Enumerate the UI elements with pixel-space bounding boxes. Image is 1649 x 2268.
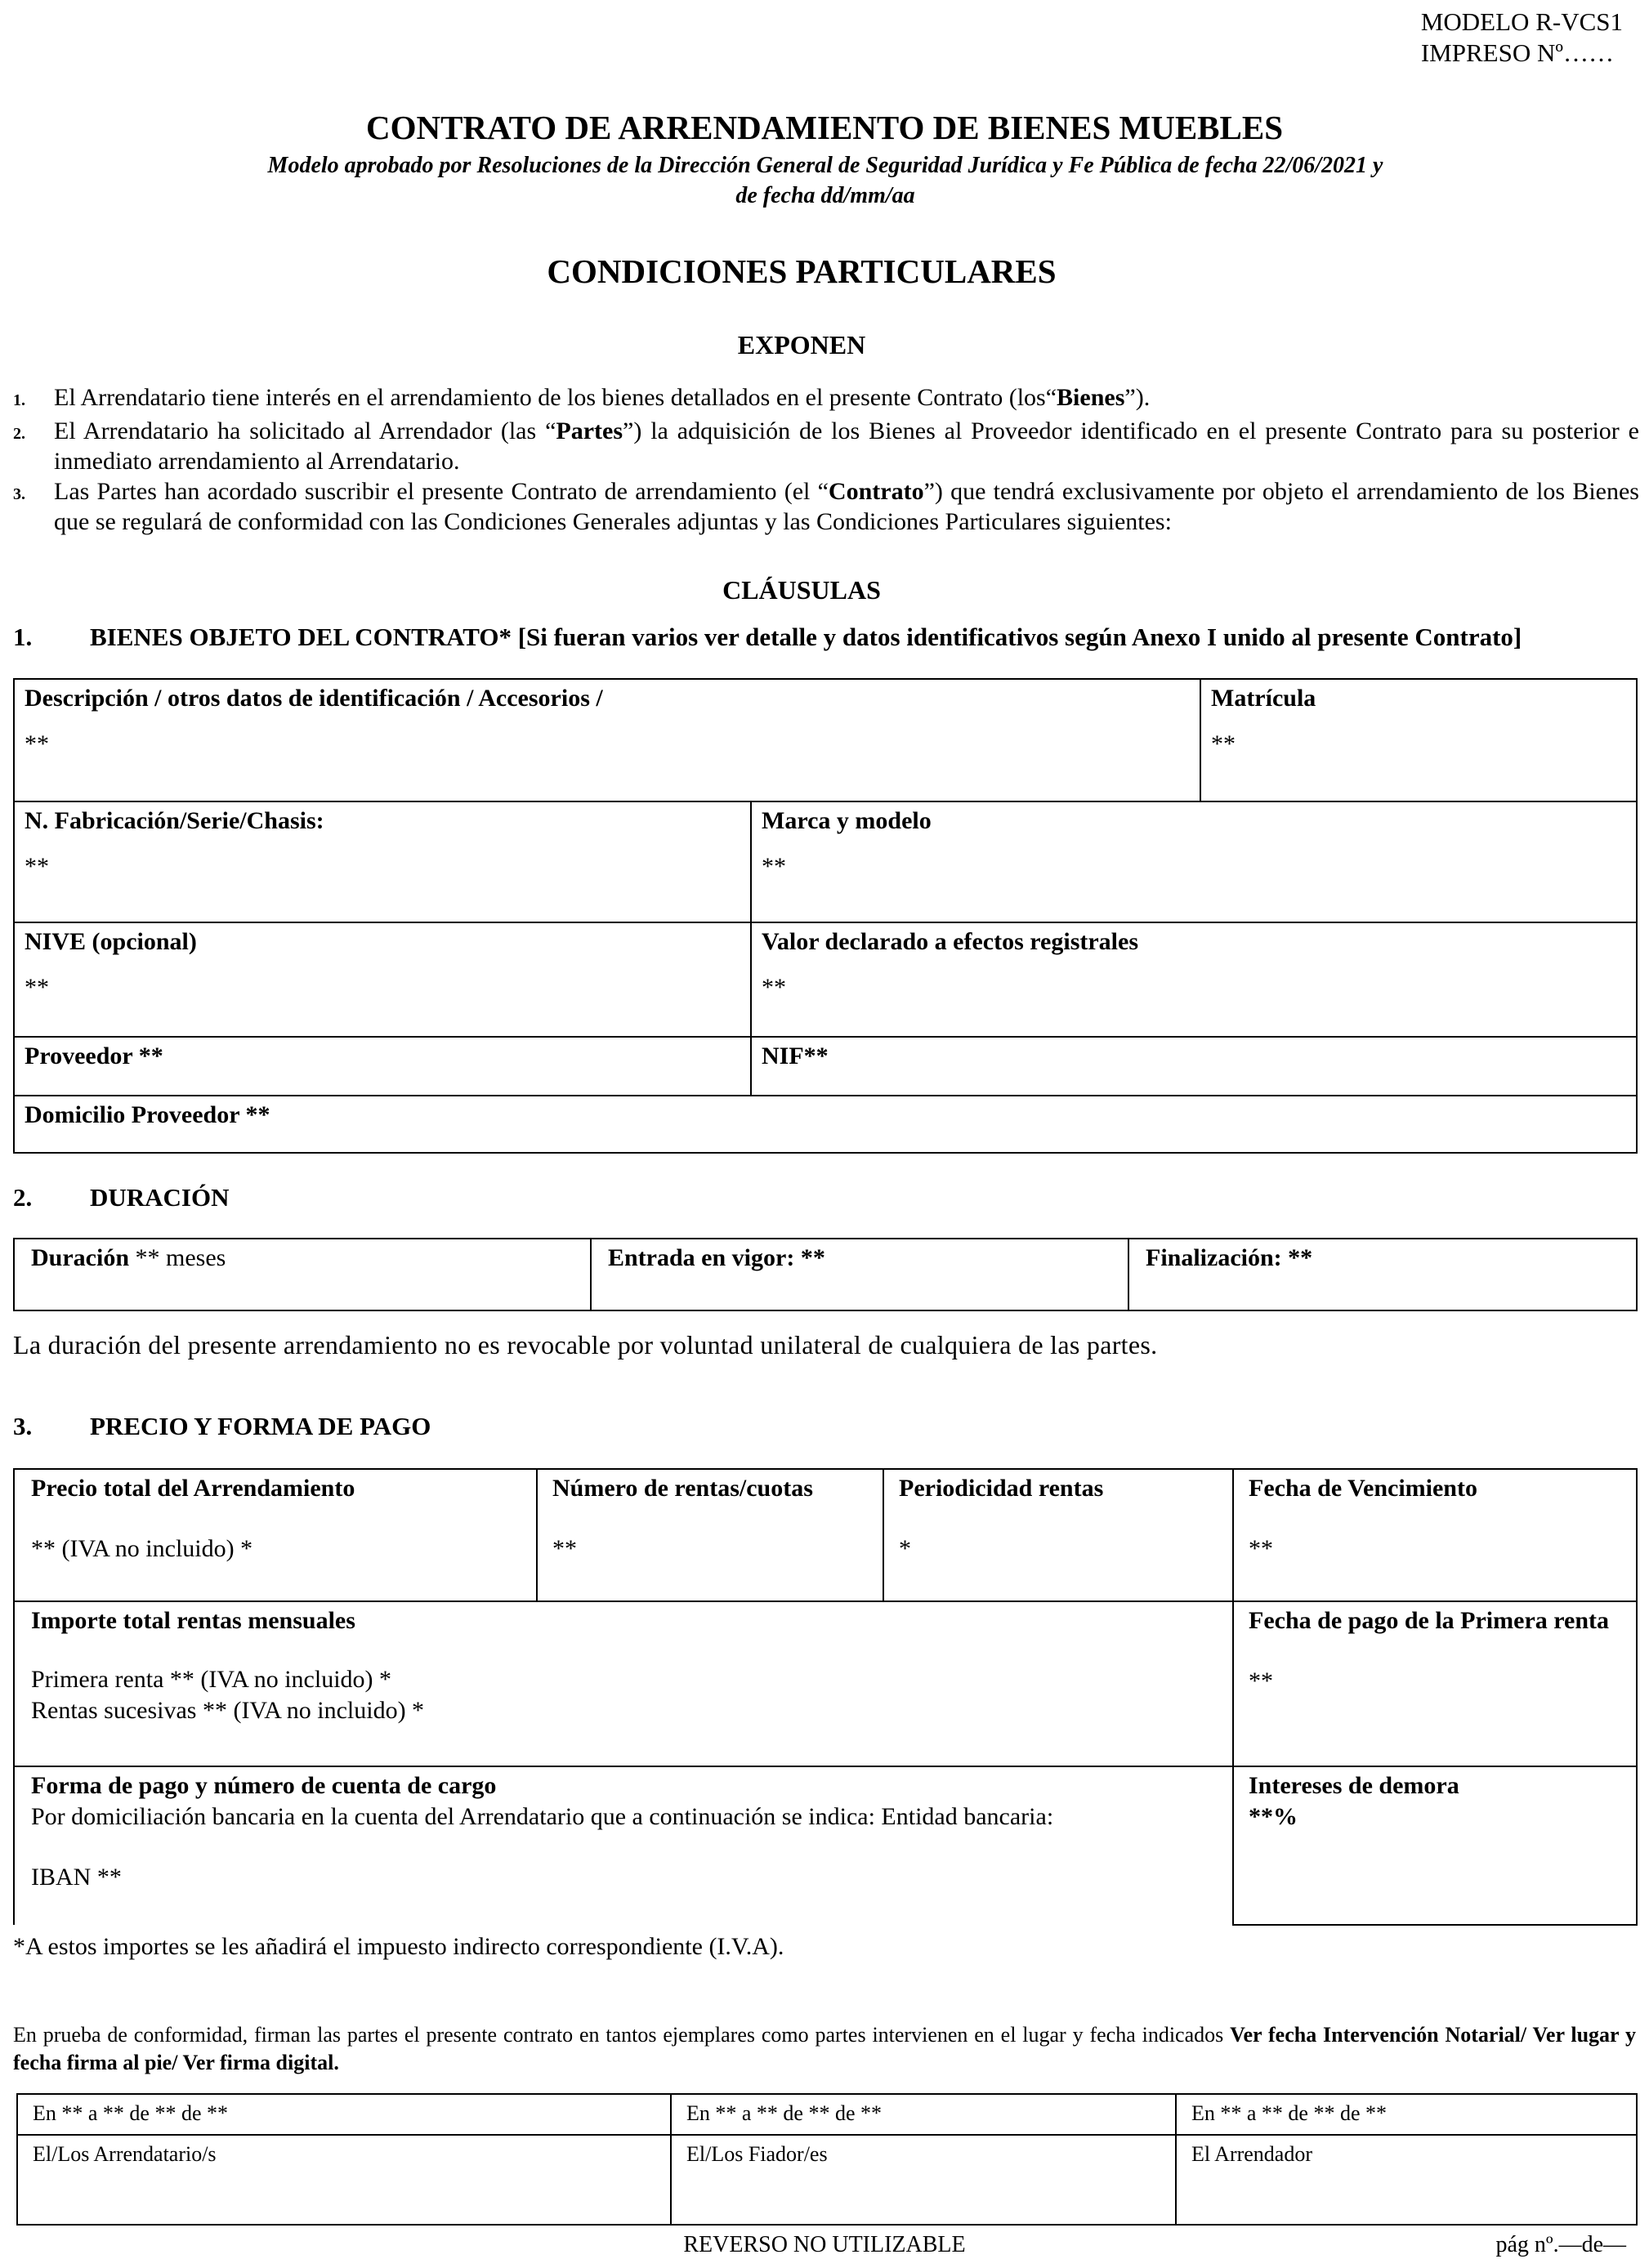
section-2-heading: 2. DURACIÓN xyxy=(13,1183,230,1212)
signature-place-date: En ** a ** de ** de ** xyxy=(17,2094,671,2135)
exponen-heading: EXPONEN xyxy=(737,330,866,359)
importe-cell: Importe total rentas mensuales Primera renta ** (IVA no incluido) * Rentas sucesivas ** (IVA no incluido) * xyxy=(14,1601,1233,1766)
impreso-number: IMPRESO Nº…… xyxy=(1420,38,1614,67)
marca-cell: Marca y modelo ** xyxy=(751,801,1637,922)
model-code xyxy=(1421,7,1623,69)
signature-arrendador: El Arrendador xyxy=(1176,2135,1637,2225)
item-number: 3. xyxy=(13,485,25,503)
bienes-table xyxy=(13,678,1638,1154)
subtitle-line-1: Modelo aprobado por Resoluciones de la Dirección General de Seguridad Jurídica y Fe Pública de fecha 22/06/2021 y xyxy=(267,153,1383,178)
precio-cell: Precio total del Arrendamiento ** (IVA no incluido) * xyxy=(14,1469,537,1601)
page-number: pág nº.—de— xyxy=(1495,2232,1626,2257)
item-number: 1. xyxy=(13,391,25,409)
clausulas-heading: CLÁUSULAS xyxy=(722,575,881,605)
entrada-cell: Entrada en vigor: ** xyxy=(591,1239,1128,1310)
numero-rentas-cell: Número de rentas/cuotas ** xyxy=(537,1469,883,1601)
periodicidad-cell: Periodicidad rentas * xyxy=(883,1469,1233,1601)
reverso-note: REVERSO NO UTILIZABLE xyxy=(683,2232,966,2257)
signature-arrendatario: El/Los Arrendatario/s xyxy=(17,2135,671,2225)
item-text: El Arrendatario ha solicitado al Arrendador (las “Partes”) la adquisición de los Bienes al Proveedor identificado en el presente Contrato para su posterior e inmediato arrendamiento al Arrendatario. xyxy=(54,417,1639,475)
item-number: 2. xyxy=(13,425,25,443)
section-3-heading: 3. PRECIO Y FORMA DE PAGO xyxy=(13,1412,431,1440)
finalizacion-cell: Finalización: ** xyxy=(1128,1239,1637,1310)
intereses-cell: Intereses de demora **% xyxy=(1233,1766,1637,1925)
model-number: MODELO R-VCS1 xyxy=(1420,7,1623,36)
signature-table xyxy=(16,2093,1638,2226)
fecha-pago-cell: Fecha de pago de la Primera renta ** xyxy=(1233,1601,1637,1766)
conformidad-text: En prueba de conformidad, firman las partes el presente contrato en tantos ejemplares como partes intervienen en el lugar y fecha indicados Ver fecha Intervención Notarial/ Ver lugar y fecha firma al pie/ Ver firma digital. xyxy=(13,2023,1636,2074)
signature-place-date: En ** a ** de ** de ** xyxy=(1176,2094,1637,2135)
matricula-cell: Matrícula ** xyxy=(1200,679,1637,801)
signature-place-date: En ** a ** de ** de ** xyxy=(671,2094,1176,2135)
list-item xyxy=(13,476,1639,537)
precio-table xyxy=(13,1468,1638,1926)
nif-cell: NIF** xyxy=(751,1037,1637,1096)
vencimiento-cell: Fecha de Vencimiento ** xyxy=(1233,1469,1637,1601)
section-1-heading: 1. BIENES OBJETO DEL CONTRATO* [Si fueran varios ver detalle y datos identificativos según Anexo I unido al presente Contrato] xyxy=(13,623,1522,651)
exponen-list xyxy=(13,382,1639,537)
valor-cell: Valor declarado a efectos registrales ** xyxy=(751,922,1637,1037)
subtitle-line-2: de fecha dd/mm/aa xyxy=(735,183,915,208)
duracion-table xyxy=(13,1238,1638,1311)
list-item xyxy=(13,382,1639,416)
domicilio-cell: Domicilio Proveedor ** xyxy=(14,1096,1637,1153)
item-text: El Arrendatario tiene interés en el arrendamiento de los bienes detallados en el presente Contrato (los“Bienes”). xyxy=(54,384,1151,411)
fabricacion-cell: N. Fabricación/Serie/Chasis: ** xyxy=(14,801,751,922)
document-subtitle xyxy=(147,150,1504,211)
descripcion-cell: Descripción / otros datos de identificación / Accesorios / ** xyxy=(14,679,1200,801)
duracion-cell: Duración ** meses xyxy=(14,1239,591,1310)
duracion-note: La duración del presente arrendamiento no es revocable por voluntad unilateral de cualquiera de las partes. xyxy=(13,1330,1158,1359)
proveedor-cell: Proveedor ** xyxy=(14,1037,751,1096)
list-item xyxy=(13,416,1639,476)
forma-pago-cell: Forma de pago y número de cuenta de cargo Por domiciliación bancaria en la cuenta del Arrendatario que a continuación se indica: Entidad bancaria: IBAN ** xyxy=(14,1766,1233,1925)
item-text: Las Partes han acordado suscribir el presente Contrato de arrendamiento (el “Contrato”) que tendrá exclusivamente por objeto el arrendamiento de los Bienes que se regulará de conformidad con las Condiciones Generales adjuntas y las Condiciones Particulares siguientes: xyxy=(54,478,1639,535)
iva-note: *A estos importes se les añadirá el impuesto indirecto correspondiente (I.V.A). xyxy=(13,1933,784,1960)
condiciones-heading: CONDICIONES PARTICULARES xyxy=(547,252,1057,290)
document-title: CONTRATO DE ARRENDAMIENTO DE BIENES MUEBLES xyxy=(365,109,1284,146)
nive-cell: NIVE (opcional) ** xyxy=(14,922,751,1037)
signature-fiador: El/Los Fiador/es xyxy=(671,2135,1176,2225)
